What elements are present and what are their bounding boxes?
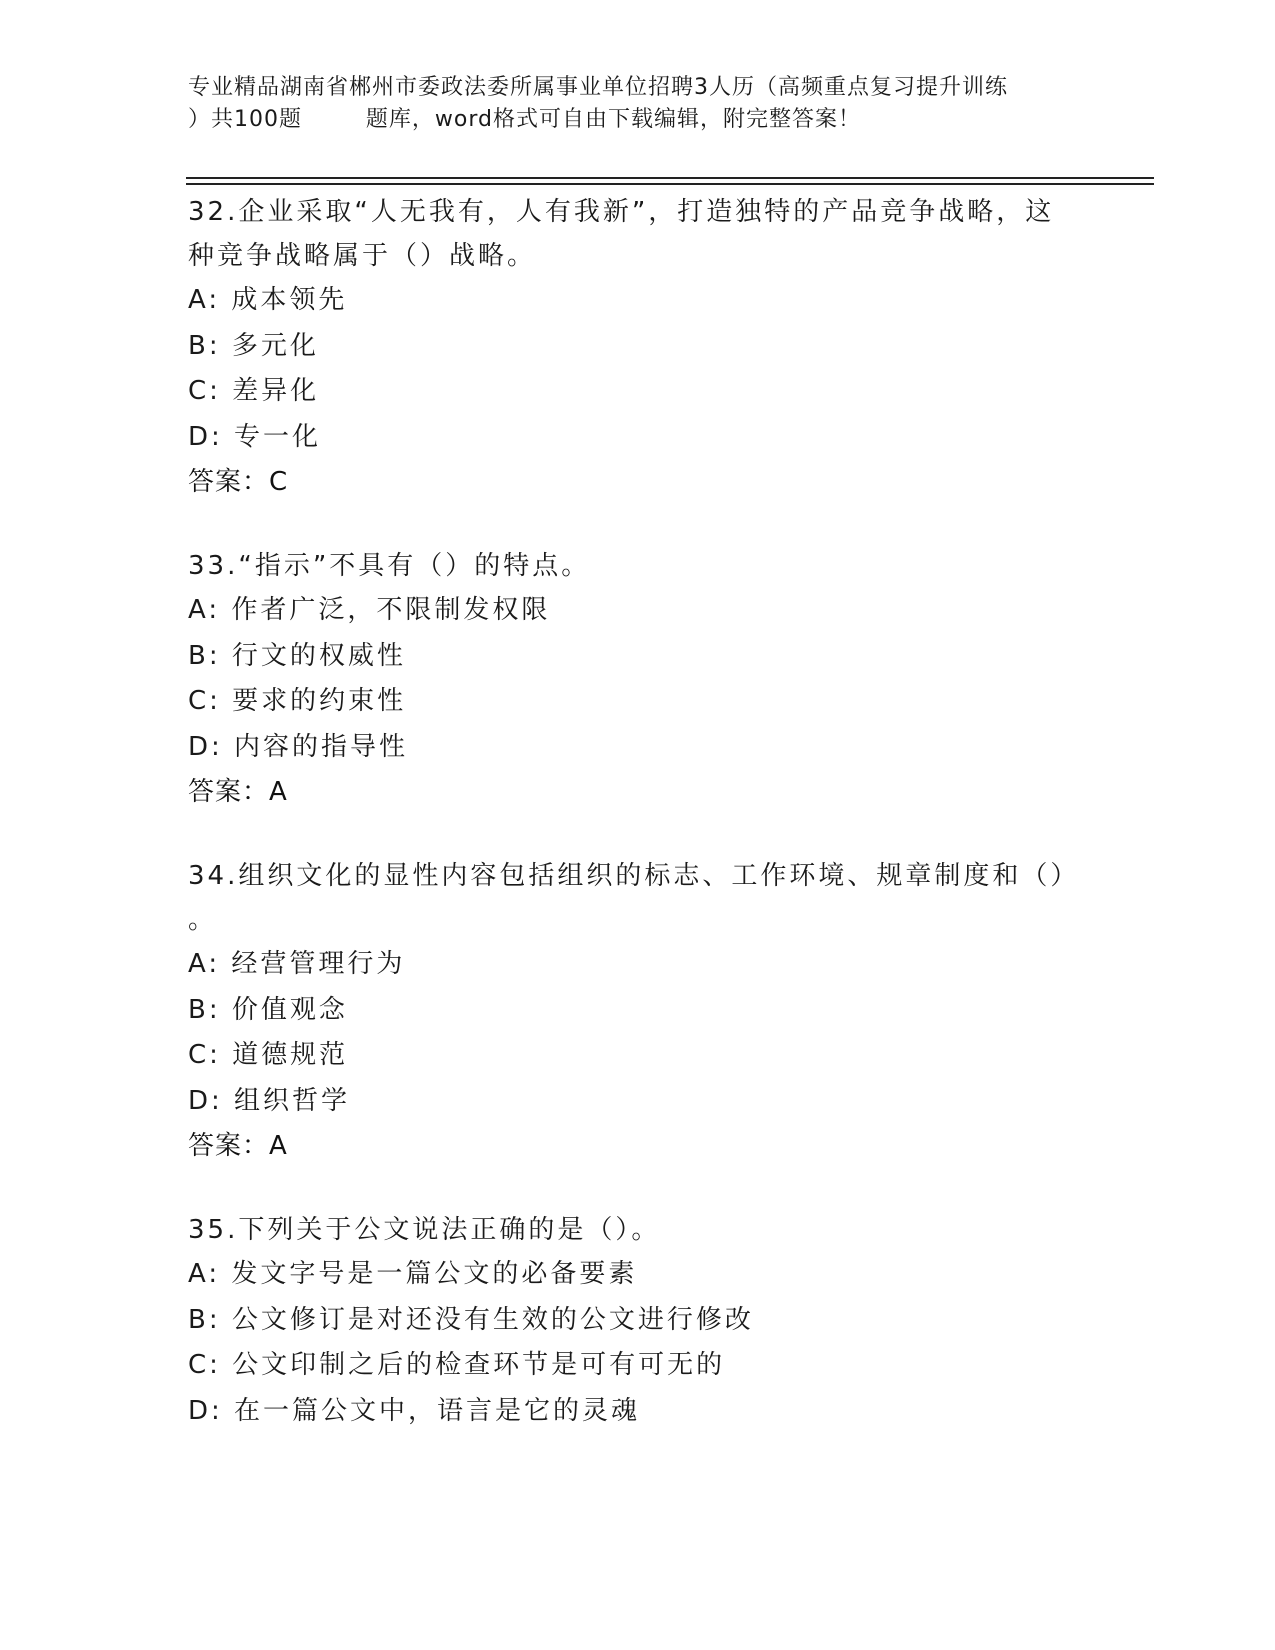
option-d: D: 内容的指导性 [188, 731, 409, 762]
question-34 [188, 854, 1088, 1169]
option-c: C: 差异化 [188, 376, 320, 406]
answer: 答案：A [188, 777, 288, 807]
question-stem [188, 1208, 1088, 1252]
stem-line: 34.组织文化的显性内容包括组织的标志、工作环境、规章制度和（） [188, 861, 1080, 891]
option-c: C: 要求的约束性 [188, 686, 407, 716]
option-c: C: 公文印制之后的检查环节是可有可无的 [188, 1350, 726, 1380]
option-a: A: 经营管理行为 [188, 949, 406, 979]
option-c: C: 道德规范 [188, 1040, 349, 1070]
option-b: B: 价值观念 [188, 994, 348, 1025]
question-35 [188, 1208, 1088, 1434]
option-a: A: 发文字号是一篇公文的必备要素 [188, 1259, 638, 1289]
option-d: D: 组织哲学 [188, 1085, 351, 1116]
question-stem [188, 190, 1088, 278]
stem-line: 32.企业采取“人无我有，人有我新”，打造独特的产品竞争战略，这 [188, 197, 1055, 227]
stem-line: 。 [188, 905, 218, 935]
option-b: B: 多元化 [188, 330, 319, 361]
question-stem [188, 854, 1088, 942]
option-a: A: 作者广泛，不限制发权限 [188, 595, 551, 625]
header-line-2: ）共100题 题库，word格式可自由下载编辑，附完整答案！ [188, 107, 862, 132]
stem-line: 35.下列关于公文说法正确的是（）。 [188, 1215, 661, 1245]
answer: 答案：C [188, 467, 289, 497]
answer: 答案：A [188, 1131, 288, 1161]
header-line-1: 专业精品湖南省郴州市委政法委所属事业单位招聘3人历（高频重点复习提升训练 [188, 75, 1008, 100]
option-d: D: 在一篇公文中，语言是它的灵魂 [188, 1395, 641, 1426]
option-b: B: 行文的权威性 [188, 640, 406, 671]
question-stem [188, 544, 1088, 588]
stem-line: 33.“指示”不具有（）的特点。 [188, 551, 591, 581]
header-divider-top [186, 177, 1154, 179]
question-list [188, 190, 1088, 1473]
stem-line: 种竞争战略属于（）战略。 [188, 241, 537, 271]
header-divider-bottom [186, 183, 1154, 185]
option-d: D: 专一化 [188, 421, 322, 452]
document-header [188, 72, 1088, 136]
option-a: A: 成本领先 [188, 285, 348, 315]
question-33 [188, 544, 1088, 815]
option-b: B: 公文修订是对还没有生效的公文进行修改 [188, 1304, 754, 1335]
question-32 [188, 190, 1088, 505]
